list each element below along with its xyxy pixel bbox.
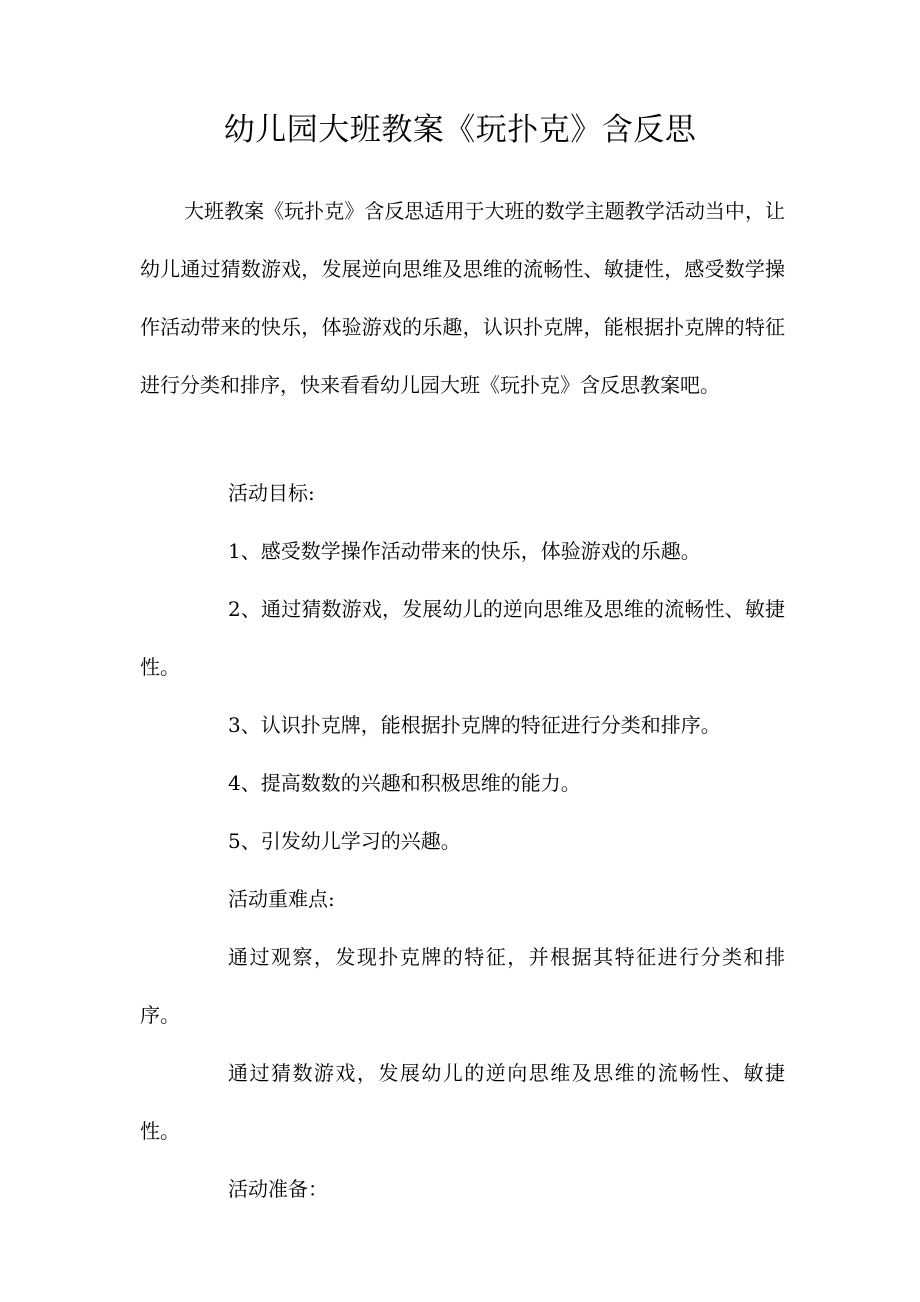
goal-item-3: 3、认识扑克牌，能根据扑克牌的特征进行分类和排序。 xyxy=(228,713,721,737)
document-title-container xyxy=(140,108,780,152)
goal-item-4: 4、提高数数的兴趣和积极思维的能力。 xyxy=(228,771,581,795)
key-points-heading: 活动重难点: xyxy=(228,887,335,911)
goal-item-1: 1、感受数学操作活动带来的快乐，体验游戏的乐趣。 xyxy=(228,539,701,563)
preparation-heading: 活动准备： xyxy=(228,1177,328,1201)
document-title: 幼儿园大班教案《玩扑克》含反思 xyxy=(223,112,697,148)
intro-paragraph: 大班教案《玩扑克》含反思适用于大班的数学主题教学活动当中，让幼儿通过猜数游戏，发展逆向思维及思维的流畅性、敏捷性，感受数学操作活动带来的快乐，体验游戏的乐趣，认识扑克牌，能根据扑克牌的特征进行分类和排序，快来看看幼儿园大班《玩扑克》含反思教案吧。 xyxy=(140,199,785,397)
goals-heading: 活动目标: xyxy=(228,481,315,505)
key-point-2: 通过猜数游戏，发展幼儿的逆向思维及思维的流畅性、敏捷性。 xyxy=(140,1061,785,1143)
key-point-1: 通过观察，发现扑克牌的特征，并根据其特征进行分类和排序。 xyxy=(140,945,785,1027)
goal-item-2: 2、通过猜数游戏，发展幼儿的逆向思维及思维的流畅性、敏捷性。 xyxy=(140,597,785,679)
goal-item-5: 5、引发幼儿学习的兴趣。 xyxy=(228,829,461,853)
